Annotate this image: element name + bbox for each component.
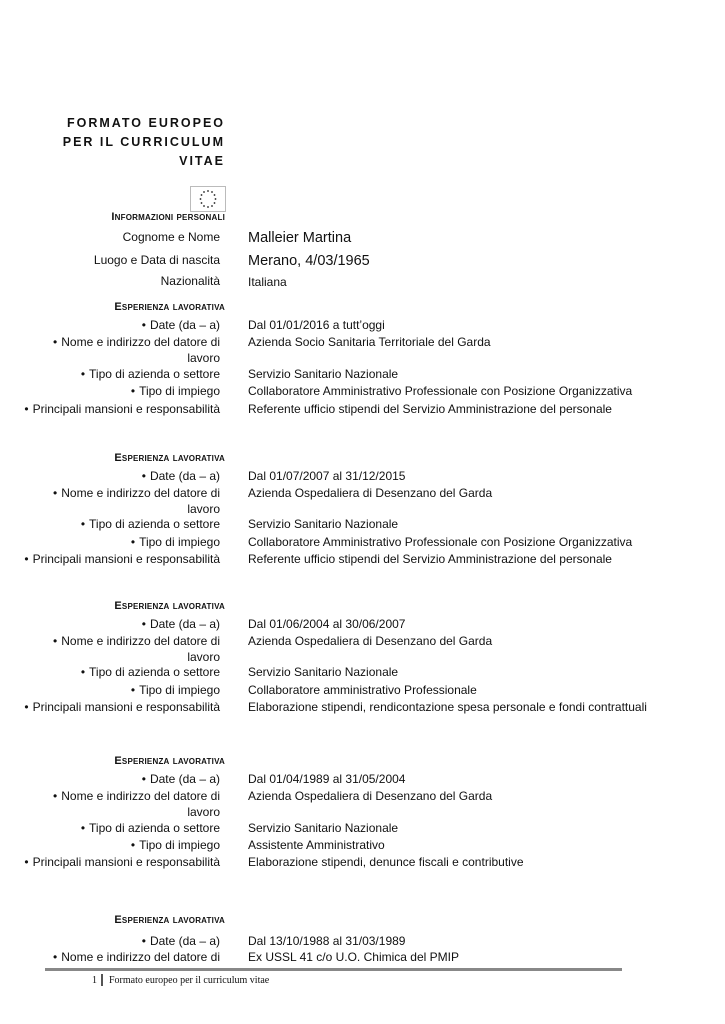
job-type-value: Collaboratore amministrativo Professionale <box>248 683 477 697</box>
footer-divider <box>101 974 103 986</box>
sector-value: Servizio Sanitario Nazionale <box>248 665 399 679</box>
duties-value: Elaborazione stipendi, rendicontazione spesa personale e fondi contrattuali <box>248 700 647 714</box>
experience-heading: Esperienza lavorativa <box>114 914 225 926</box>
dates-label: • Date (da – a) <box>20 318 220 334</box>
name-label: Cognome e Nome <box>122 230 220 244</box>
job-type-label: • Tipo di impiego <box>20 683 220 699</box>
duties-label: • Principali mansioni e responsabilità <box>20 700 220 716</box>
dates-value: Dal 01/01/2016 a tutt’oggi <box>248 318 385 332</box>
dates-label: • Date (da – a) <box>20 934 220 950</box>
page-footer <box>92 974 269 986</box>
personal-info-heading: Informazioni personali <box>111 211 225 223</box>
duties-label: • Principali mansioni e responsabilità <box>20 855 220 871</box>
experience-heading: Esperienza lavorativa <box>114 755 225 767</box>
sector-value: Servizio Sanitario Nazionale <box>248 821 399 835</box>
nationality-label: Nazionalità <box>160 274 220 288</box>
dates-value: Dal 13/10/1988 al 31/03/1989 <box>248 934 406 948</box>
duties-value: Referente ufficio stipendi del Servizio Amministrazione del personale <box>248 552 612 566</box>
sector-value: Servizio Sanitario Nazionale <box>248 517 399 531</box>
job-type-label: • Tipo di impiego <box>20 535 220 551</box>
duties-label: • Principali mansioni e responsabilità <box>20 552 220 568</box>
cv-title-line2: PER IL CURRICULUM <box>62 135 225 149</box>
employer-label: • Nome e indirizzo del datore di lavoro <box>20 335 220 366</box>
cv-title <box>63 114 225 171</box>
sector-label: • Tipo di azienda o settore <box>20 665 220 681</box>
employer-value: Azienda Ospedaliera di Desenzano del Garda <box>248 789 493 803</box>
dates-label: • Date (da – a) <box>20 617 220 633</box>
cv-title-line3: VITAE <box>179 154 225 168</box>
cv-title-line1: FORMATO EUROPEO <box>66 116 225 130</box>
job-type-value: Assistente Amministrativo <box>248 838 385 852</box>
employer-value: Azienda Socio Sanitaria Territoriale del Garda <box>248 335 491 349</box>
dates-label: • Date (da – a) <box>20 772 220 788</box>
employer-value: Azienda Ospedaliera di Desenzano del Garda <box>248 634 493 648</box>
birth-value: Merano, 4/03/1965 <box>248 253 370 269</box>
dates-value: Dal 01/06/2004 al 30/06/2007 <box>248 617 406 631</box>
dates-label: • Date (da – a) <box>20 469 220 485</box>
sector-label: • Tipo di azienda o settore <box>20 517 220 533</box>
experience-heading: Esperienza lavorativa <box>114 301 225 313</box>
job-type-label: • Tipo di impiego <box>20 384 220 400</box>
sector-label: • Tipo di azienda o settore <box>20 821 220 837</box>
page-number: 1 <box>92 974 97 986</box>
employer-label: • Nome e indirizzo del datore di lavoro <box>20 486 220 517</box>
employer-value: Azienda Ospedaliera di Desenzano del Garda <box>248 486 493 500</box>
duties-value: Elaborazione stipendi, denunce fiscali e contributive <box>248 855 524 869</box>
dates-value: Dal 01/07/2007 al 31/12/2015 <box>248 469 406 483</box>
employer-value: Ex USSL 41 c/o U.O. Chimica del PMIP <box>248 950 459 964</box>
job-type-value: Collaboratore Amministrativo Professionale con Posizione Organizzativa <box>248 535 633 549</box>
employer-label: • Nome e indirizzo del datore di <box>20 950 220 965</box>
employer-label: • Nome e indirizzo del datore di lavoro <box>20 634 220 665</box>
job-type-value: Collaboratore Amministrativo Professionale con Posizione Organizzativa <box>248 384 633 398</box>
footer-text: Formato europeo per il curriculum vitae <box>109 974 270 986</box>
nationality-value: Italiana <box>248 275 287 289</box>
duties-label: • Principali mansioni e responsabilità <box>20 402 220 418</box>
name-value: Malleier Martina <box>248 230 352 246</box>
footer-rule <box>45 968 622 971</box>
employer-label: • Nome e indirizzo del datore di lavoro <box>20 789 220 820</box>
sector-label: • Tipo di azienda o settore <box>20 367 220 383</box>
job-type-label: • Tipo di impiego <box>20 838 220 854</box>
experience-heading: Esperienza lavorativa <box>114 600 225 612</box>
duties-value: Referente ufficio stipendi del Servizio Amministrazione del personale <box>248 402 612 416</box>
birth-label: Luogo e Data di nascita <box>93 253 220 267</box>
sector-value: Servizio Sanitario Nazionale <box>248 367 399 381</box>
experience-heading: Esperienza lavorativa <box>114 452 225 464</box>
eu-flag-icon <box>190 186 226 212</box>
dates-value: Dal 01/04/1989 al 31/05/2004 <box>248 772 406 786</box>
